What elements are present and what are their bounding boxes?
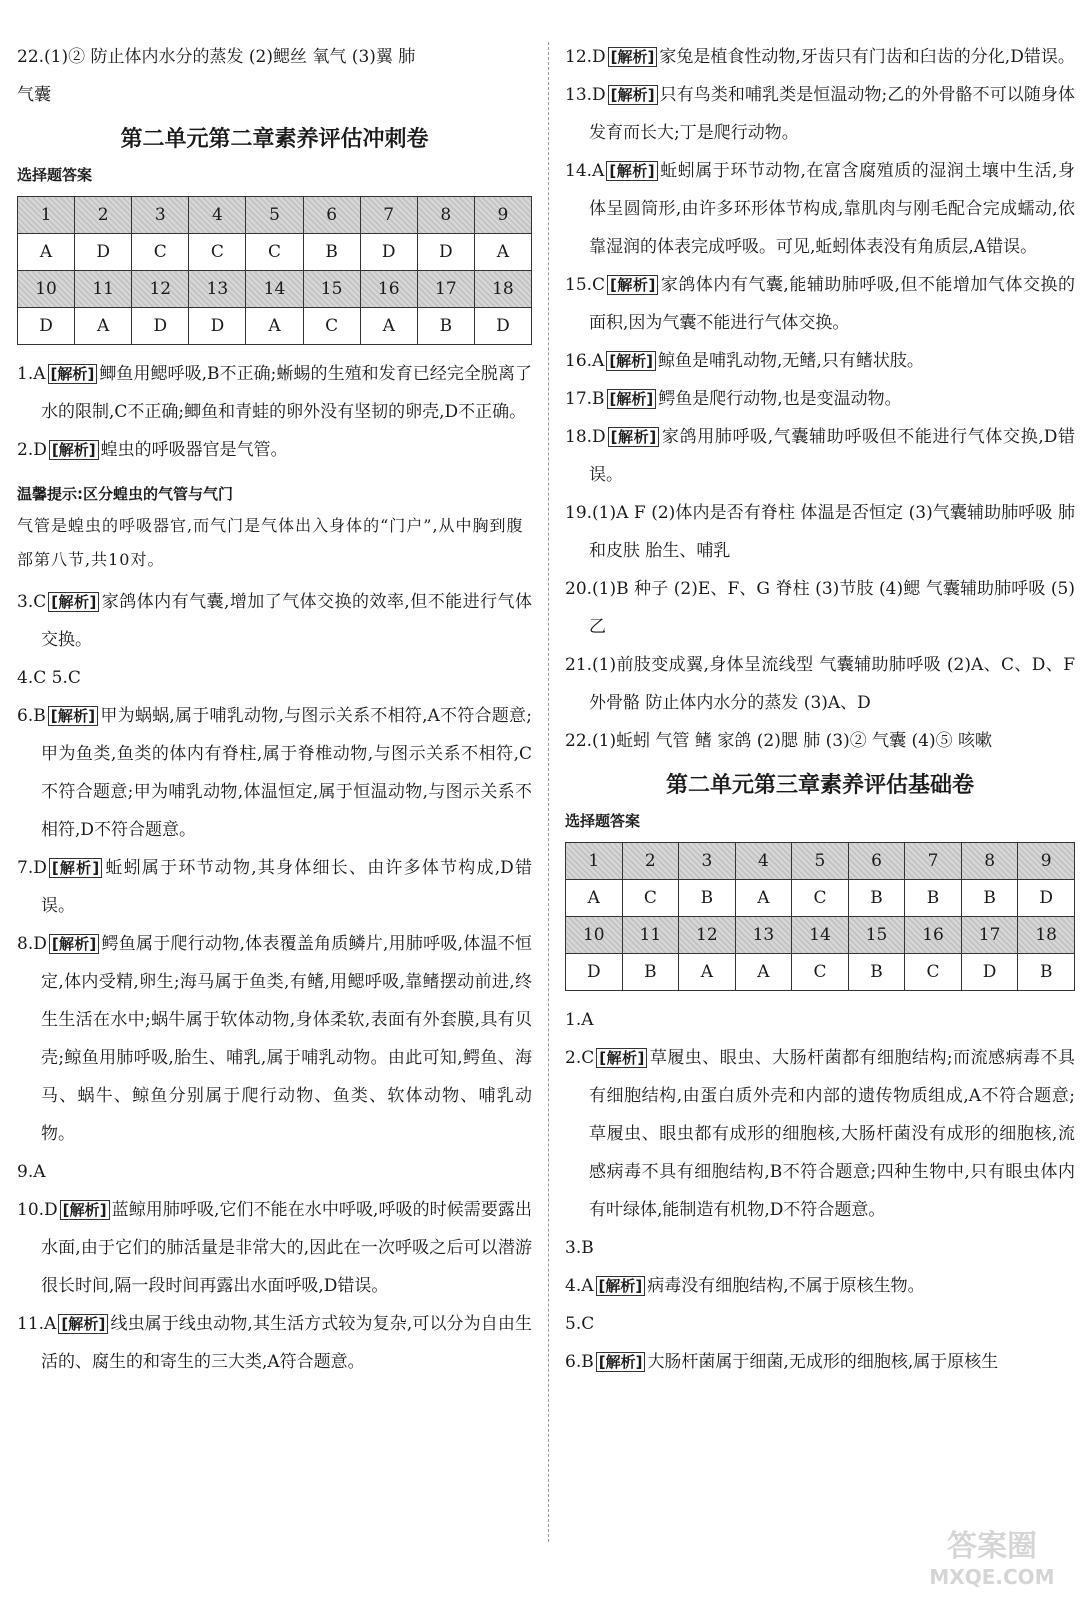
- question-number-cell: 16: [905, 917, 962, 954]
- answer-cell: A: [474, 234, 531, 271]
- answer-item: [17, 925, 532, 1153]
- item-number: 17.B: [565, 389, 605, 409]
- item-text: 线虫属于线虫动物,其生活方式较为复杂,可以分为自由生活的、腐生的和寄生的三大类,A符合题意。: [41, 1314, 532, 1372]
- answer-line: 气囊: [17, 85, 51, 105]
- answer-item: [565, 1305, 1075, 1343]
- question-number-row: [18, 197, 532, 234]
- analysis-tag: [解析]: [596, 1276, 646, 1296]
- item-text: 鳄鱼是爬行动物,也是变温动物。: [658, 389, 902, 409]
- answer-cell: B: [848, 954, 905, 991]
- answer-cell: D: [360, 234, 417, 271]
- answer-cell: C: [792, 880, 849, 917]
- question-number-cell: 8: [961, 843, 1018, 880]
- question-number-cell: 3: [132, 197, 189, 234]
- question-number-cell: 13: [189, 271, 246, 308]
- answer-label: 选择题答案: [565, 812, 641, 830]
- column-divider: [548, 42, 549, 1542]
- answer-item: [17, 659, 532, 697]
- answer-cell: C: [792, 954, 849, 991]
- answer-cell: B: [1018, 954, 1075, 991]
- question-number-cell: 3: [679, 843, 736, 880]
- answer-cell: A: [735, 880, 792, 917]
- analysis-tag: [解析]: [608, 427, 660, 447]
- item-number: 20.: [565, 579, 593, 599]
- analysis-tag: [解析]: [60, 1200, 110, 1220]
- answer-cell: B: [417, 308, 474, 345]
- answer-cell: D: [1018, 880, 1075, 917]
- answer-item: [565, 152, 1075, 266]
- tip-title: 温馨提示:区分蝗虫的气管与气门: [17, 485, 234, 503]
- answer-cell: D: [18, 308, 75, 345]
- analysis-tag: [解析]: [607, 389, 657, 409]
- tip-body: 气管是蝗虫的呼吸器官,而气门是气体出入身体的“门户”,从中胸到腹部第八节,共10对。: [17, 516, 524, 569]
- item-number: 1.A: [565, 1010, 594, 1030]
- item-number: 15.C: [565, 275, 606, 295]
- item-text: 家鸽体内有气囊,能辅助肺呼吸,但不能增加气体交换的面积,因为气囊不能进行气体交换。: [589, 275, 1075, 333]
- item-number: 16.A: [565, 351, 605, 371]
- answer-item: [565, 380, 1075, 418]
- analysis-tag: [解析]: [606, 351, 656, 371]
- answer-cell: A: [679, 954, 736, 991]
- item-text: (1)B 种子 (2)E、F、G 脊柱 (3)节肢 (4)鳃 气囊辅助肺呼吸 (5)乙: [589, 579, 1075, 637]
- item-number: 18.D: [565, 427, 606, 447]
- question-number-cell: 2: [622, 843, 679, 880]
- answer-cell: B: [303, 234, 360, 271]
- left-column: [17, 38, 532, 1381]
- answer-line: 22.(1)② 防止体内水分的蒸发 (2)鳃丝 氧气 (3)翼 肺: [17, 47, 416, 67]
- answer-cell: B: [848, 880, 905, 917]
- analysis-tag: [解析]: [58, 1314, 108, 1334]
- item-text: (1)蚯蚓 气管 鳍 家鸽 (2)腮 肺 (3)② 气囊 (4)⑤ 咳嗽: [592, 731, 993, 751]
- question-number-cell: 11: [75, 271, 132, 308]
- section-title: 第二单元第二章素养评估冲刺卷: [120, 127, 429, 152]
- answer-cell: C: [905, 954, 962, 991]
- question-number-cell: 17: [961, 917, 1018, 954]
- answer-item: [565, 1229, 1075, 1267]
- analysis-tag: [解析]: [48, 706, 98, 726]
- answer-item: [17, 1153, 532, 1191]
- item-text: 鳄鱼属于爬行动物,体表覆盖角质鳞片,用肺呼吸,体温不恒定,体内受精,卵生;海马属于鱼类,有鳍,用鳃呼吸,靠鳍摆动前进,终生生活在水中;蜗牛属于软体动物,身体柔软,表面有外套膜,具有贝壳;鲸鱼用肺呼吸,胎生、哺乳,属于哺乳动物。由此可知,鳄鱼、海马、蜗牛、鲸鱼分别属于爬行动物、鱼类、软体动物、哺乳动物。: [41, 934, 532, 1144]
- answer-item: [565, 266, 1075, 342]
- item-number: 19.: [565, 503, 593, 523]
- analysis-tag: [解析]: [48, 364, 98, 384]
- question-number-cell: 12: [132, 271, 189, 308]
- item-number: 6.B: [17, 706, 46, 726]
- question-number-cell: 1: [18, 197, 75, 234]
- question-number-row: [566, 843, 1075, 880]
- item-number: 12.D: [565, 47, 606, 67]
- answer-cell: D: [132, 308, 189, 345]
- item-number: 21.: [565, 655, 593, 675]
- question-number-cell: 2: [75, 197, 132, 234]
- answer-item: [565, 38, 1075, 76]
- answer-cell: A: [246, 308, 303, 345]
- item-number: 14.A: [565, 161, 605, 181]
- question-number-cell: 5: [792, 843, 849, 880]
- answer-item: [565, 1343, 1075, 1381]
- question-number-cell: 8: [417, 197, 474, 234]
- tip-box: [17, 479, 532, 577]
- question-number-cell: 17: [417, 271, 474, 308]
- question-number-cell: 13: [735, 917, 792, 954]
- answer-item: [565, 570, 1075, 646]
- answer-cell: B: [961, 880, 1018, 917]
- answer-cell: B: [679, 880, 736, 917]
- analysis-tag: [解析]: [608, 47, 658, 67]
- item-text: (1)A F (2)体内是否有脊柱 体温是否恒定 (3)气囊辅助肺呼吸 肺和皮肤 胎生、哺乳: [589, 503, 1075, 561]
- answer-cell: A: [18, 234, 75, 271]
- answer-item: [565, 1001, 1075, 1039]
- item-number: 2.C: [565, 1048, 595, 1068]
- question-number-cell: 10: [18, 271, 75, 308]
- item-text: 病毒没有细胞结构,不属于原核生物。: [647, 1276, 925, 1296]
- answer-table: [17, 196, 532, 345]
- answer-cell: D: [75, 234, 132, 271]
- item-number: 9.A: [17, 1162, 46, 1182]
- analysis-tag: [解析]: [49, 858, 102, 878]
- question-number-cell: 7: [905, 843, 962, 880]
- analysis-tag: [解析]: [608, 85, 658, 105]
- analysis-tag: [解析]: [596, 1048, 647, 1068]
- answer-cell: C: [622, 880, 679, 917]
- item-number: 8.D: [17, 934, 47, 954]
- question-number-cell: 6: [303, 197, 360, 234]
- answer-item: [17, 1305, 532, 1381]
- analysis-tag: [解析]: [606, 161, 657, 181]
- question-number-row: [566, 917, 1075, 954]
- analysis-list: [565, 38, 1075, 760]
- answer-item: [565, 342, 1075, 380]
- item-number: 10.D: [17, 1200, 58, 1220]
- answer-item: [17, 355, 532, 431]
- item-number: 2.D: [17, 440, 47, 460]
- question-number-cell: 5: [246, 197, 303, 234]
- answer-item: [565, 418, 1075, 494]
- answer-cell: A: [360, 308, 417, 345]
- analysis-tag: [解析]: [596, 1352, 646, 1372]
- item-text: 蚯蚓属于环节动物,其身体细长、由许多体节构成,D错误。: [41, 858, 533, 916]
- answer-cell: C: [132, 234, 189, 271]
- answer-cell: D: [474, 308, 531, 345]
- question-number-cell: 11: [622, 917, 679, 954]
- item-text: 鲸鱼是哺乳动物,无鳍,只有鳍状肢。: [658, 351, 924, 371]
- answer-item: [565, 646, 1075, 722]
- answer-cell: C: [303, 308, 360, 345]
- item-text: 家鸽用肺呼吸,气囊辅助呼吸但不能进行气体交换,D错误。: [589, 427, 1075, 485]
- analysis-tag: [解析]: [48, 592, 99, 612]
- answer-cell: B: [622, 954, 679, 991]
- item-number: 13.D: [565, 85, 606, 105]
- watermark-logo: [912, 1522, 1072, 1592]
- answer-item: [565, 494, 1075, 570]
- answer-item: [17, 583, 532, 659]
- answer-item: [17, 431, 532, 469]
- answer-row: [18, 234, 532, 271]
- item-number: 5.C: [565, 1314, 595, 1334]
- question-number-cell: 10: [566, 917, 623, 954]
- analysis-tag: [解析]: [49, 934, 99, 954]
- answer-item: [17, 697, 532, 849]
- item-text: 草履虫、眼虫、大肠杆菌都有细胞结构;而流感病毒不具有细胞结构,由蛋白质外壳和内部的遗传物质组成,A不符合题意;草履虫、眼虫都有成形的细胞核,大肠杆菌没有成形的细胞核,流感病毒不具有细胞结构,B不符合题意;四种生物中,只有眼虫体内有叶绿体,能制造有机物,D不符合题意。: [589, 1048, 1075, 1220]
- answer-label: 选择题答案: [17, 166, 93, 184]
- question-number-cell: 18: [474, 271, 531, 308]
- item-number: 7.D: [17, 858, 47, 878]
- answer-cell: D: [189, 308, 246, 345]
- question-number-cell: 15: [303, 271, 360, 308]
- answer-item: [565, 1267, 1075, 1305]
- answer-cell: A: [75, 308, 132, 345]
- answer-cell: A: [735, 954, 792, 991]
- answer-row: [18, 308, 532, 345]
- item-number: 3.C: [17, 592, 47, 612]
- question-number-cell: 6: [848, 843, 905, 880]
- item-number: 6.B: [565, 1352, 594, 1372]
- question-number-cell: 12: [679, 917, 736, 954]
- analysis-list: [565, 1001, 1075, 1381]
- analysis-tag: [解析]: [607, 275, 658, 295]
- answer-item: [565, 76, 1075, 152]
- item-text: 甲为蜗蜗,属于哺乳动物,与图示关系不相符,A不符合题意;甲为鱼类,鱼类的体内有脊柱,属于脊椎动物,与图示关系不相符,C不符合题意;甲为哺乳动物,体温恒定,属于恒温动物,与图示关系不相符,D不符合题意。: [41, 706, 532, 840]
- question-number-row: [18, 271, 532, 308]
- question-number-cell: 16: [360, 271, 417, 308]
- question-number-cell: 9: [474, 197, 531, 234]
- question-number-cell: 14: [792, 917, 849, 954]
- answer-cell: C: [189, 234, 246, 271]
- answer-table: [565, 842, 1075, 991]
- item-text: 大肠杆菌属于细菌,无成形的细胞核,属于原核生: [647, 1352, 999, 1372]
- top-lines: [17, 38, 532, 114]
- item-text: 蚯蚓属于环节动物,在富含腐殖质的湿润土壤中生活,身体呈圆筒形,由许多环形体节构成,靠肌肉与刚毛配合完成蠕动,依靠湿润的体表完成呼吸。可见,蚯蚓体表没有角质层,A错误。: [589, 161, 1075, 257]
- item-number: 4.A: [565, 1276, 594, 1296]
- item-number: 3.B: [565, 1238, 594, 1258]
- answer-item: [565, 722, 1075, 760]
- question-number-cell: 15: [848, 917, 905, 954]
- item-number: 11.A: [17, 1314, 57, 1334]
- item-number: 22.: [565, 731, 593, 751]
- answer-row: [566, 954, 1075, 991]
- answer-cell: D: [566, 954, 623, 991]
- item-text: 家鸽体内有气囊,增加了气体交换的效率,但不能进行气体交换。: [41, 592, 532, 650]
- question-number-cell: 4: [735, 843, 792, 880]
- question-number-cell: 9: [1018, 843, 1075, 880]
- item-number: 4.C 5.C: [17, 668, 81, 688]
- question-number-cell: 7: [360, 197, 417, 234]
- watermark-text: 答案圈: [947, 1529, 1037, 1564]
- item-text: 鲫鱼用鳃呼吸,B不正确;蜥蜴的生殖和发育已经完全脱离了水的限制,C不正确;鲫鱼和青蛙的卵外没有坚韧的卵壳,D不正确。: [41, 364, 533, 422]
- analysis-list: [17, 583, 532, 1381]
- answer-cell: D: [961, 954, 1018, 991]
- item-text: (1)前肢变成翼,身体呈流线型 气囊辅助肺呼吸 (2)A、C、D、F 外骨骼 防止体内水分的蒸发 (3)A、D: [589, 655, 1075, 713]
- item-number: 1.A: [17, 364, 46, 384]
- answer-cell: C: [246, 234, 303, 271]
- item-text: 蝗虫的呼吸器官是气管。: [100, 440, 288, 460]
- item-text: 只有鸟类和哺乳类是恒温动物;乙的外骨骼不可以随身体发育而长大;丁是爬行动物。: [589, 85, 1075, 143]
- question-number-cell: 1: [566, 843, 623, 880]
- answer-item: [17, 849, 532, 925]
- analysis-list: [17, 355, 532, 469]
- watermark-url: MXQE.COM: [929, 1565, 1055, 1589]
- answer-item: [565, 1039, 1075, 1229]
- answer-cell: B: [905, 880, 962, 917]
- question-number-cell: 4: [189, 197, 246, 234]
- answer-cell: A: [566, 880, 623, 917]
- answer-cell: D: [417, 234, 474, 271]
- right-column: [565, 38, 1075, 1381]
- answer-row: [566, 880, 1075, 917]
- answer-item: [17, 1191, 532, 1305]
- section-title: 第二单元第三章素养评估基础卷: [665, 773, 974, 798]
- item-text: 家兔是植食性动物,牙齿只有门齿和臼齿的分化,D错误。: [659, 47, 1075, 67]
- question-number-cell: 18: [1018, 917, 1075, 954]
- question-number-cell: 14: [246, 271, 303, 308]
- analysis-tag: [解析]: [49, 440, 99, 460]
- item-text: 蓝鲸用肺呼吸,它们不能在水中呼吸,呼吸的时候需要露出水面,由于它们的肺活量是非常大的,因此在一次呼吸之后可以潜游很长时间,隔一段时间再露出水面呼吸,D错误。: [41, 1200, 532, 1296]
